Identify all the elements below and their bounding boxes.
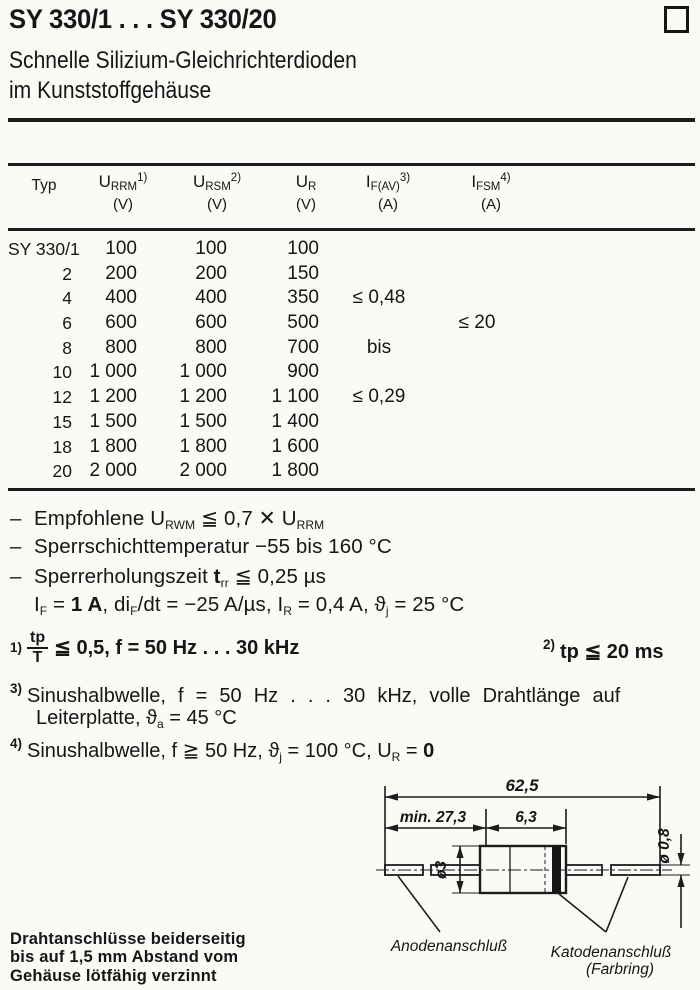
table-row: 20 2 000 2 000 1 800 xyxy=(52,460,319,482)
note-test-conditions: $I_F = 1$ A, $di_F/dt = -25$ A/µs, $I_R = 0,4$ A, $ϑ_j = 25$ °C xyxy=(34,593,465,618)
table-row: 6 600 600 500 ≤ 20 xyxy=(62,312,496,334)
col-header-ur: $U_R$ (V) xyxy=(295,172,317,213)
col-header-urrm: $U_{RRM}^{1)}$ (V) xyxy=(98,172,148,213)
divider-under-subtitle xyxy=(8,118,695,122)
col-header-ifsm: $I_{FSM}^{4)}$ (A) xyxy=(471,172,511,213)
dim-label-body-dia: ø3 xyxy=(433,860,450,880)
solderability-caption xyxy=(10,930,246,985)
footnote-1: 1) $\frac{tp}{T}$ ≦ 0,5, f = 50 Hz . . . 30 kHz xyxy=(10,628,300,666)
anode-leader xyxy=(398,876,440,932)
note-junction-temperature: – Sperrschichttemperatur −55 bis 160 °C xyxy=(10,535,392,558)
cathode-leader-2 xyxy=(606,877,628,932)
dim-label-overall: 62,5 xyxy=(505,776,539,795)
table-row: 8 800 800 700 bis xyxy=(62,336,392,358)
fraction-tp-over-T: $\frac{tp}{T}$ xyxy=(27,629,48,666)
subtitle-line-2: im Kunststoffgehäuse xyxy=(9,77,212,104)
caption-line-2: bis auf 1,5 mm Abstand vom xyxy=(10,948,239,967)
corner-square-mark xyxy=(664,6,689,33)
dim-label-lead-dia: ø 0,8 xyxy=(656,828,673,864)
note-recommended-urwm: – Empfohlene $U_{RWM}$ ≦ 0,7 ✕ $U_{RRM}$ xyxy=(10,507,325,532)
table-row: 18 1 800 1 800 1 600 xyxy=(52,435,319,457)
table-row: 2 200 200 150 xyxy=(62,262,319,284)
footnote-2: $^{2)}$ tp ≦ 20 ms xyxy=(543,637,664,663)
dim-label-body-length: 6,3 xyxy=(515,809,537,826)
label-cathode: Katodenanschluß xyxy=(550,944,672,961)
ratings-table-body xyxy=(8,237,542,484)
label-anode: Anodenanschluß xyxy=(390,938,508,955)
cell-typ: SY 330/1 xyxy=(8,239,80,259)
table-row: 15 1 500 1 500 1 400 xyxy=(52,410,319,432)
footnote-3-line1: $^{3)}$ Sinushalbwelle, f = 50 Hz . . . 30 kHz, volle Drahtlänge auf xyxy=(10,681,621,707)
label-cathode-farbring: (Farbring) xyxy=(585,961,655,978)
col-header-ursm: $U_{RSM}^{2)}$ (V) xyxy=(192,172,242,213)
page-title: SY 330/1 . . . SY 330/20 xyxy=(9,4,277,34)
footnote-3-line2: Leiterplatte, $ϑ_a = 45$ °C xyxy=(36,707,237,731)
table-row: 10 1 000 1 000 900 xyxy=(52,361,319,383)
note-reverse-recovery: – Sperrerholungszeit $t_{rr}$ ≦ 0,25 µs xyxy=(10,565,327,590)
cathode-band xyxy=(552,846,561,893)
table-row: 4 400 400 350 ≤ 0,48 xyxy=(62,287,406,309)
caption-line-1: Drahtanschlüsse beiderseitig xyxy=(10,930,246,948)
subtitle-line-1: Schnelle Silizium-Gleichrichterdioden xyxy=(9,47,357,74)
table-top-rule xyxy=(8,163,695,166)
table-bottom-rule xyxy=(8,488,695,491)
page-subtitle xyxy=(9,46,357,106)
table-row: SY 330/1 100 100 100 xyxy=(8,237,542,262)
col-header-ifav: $I_{F(AV)}^{3)}$ (A) xyxy=(365,172,411,213)
table-header-rule xyxy=(8,228,695,231)
table-row: 12 1 200 1 200 1 100 ≤ 0,29 xyxy=(52,386,406,408)
cathode-leader-1 xyxy=(559,894,606,932)
footnote-4: $^{4)}$ Sinushalbwelle, f ≧ 50 Hz, $ϑ_j = 100$ °C, $U_R = 0$ xyxy=(10,736,435,764)
caption-line-3: Gehäuse lötfähig verzinnt xyxy=(10,966,217,985)
dim-label-lead-length: min. 27,3 xyxy=(399,809,467,826)
col-header-typ: Typ xyxy=(31,177,57,194)
package-outline-drawing xyxy=(338,758,700,990)
